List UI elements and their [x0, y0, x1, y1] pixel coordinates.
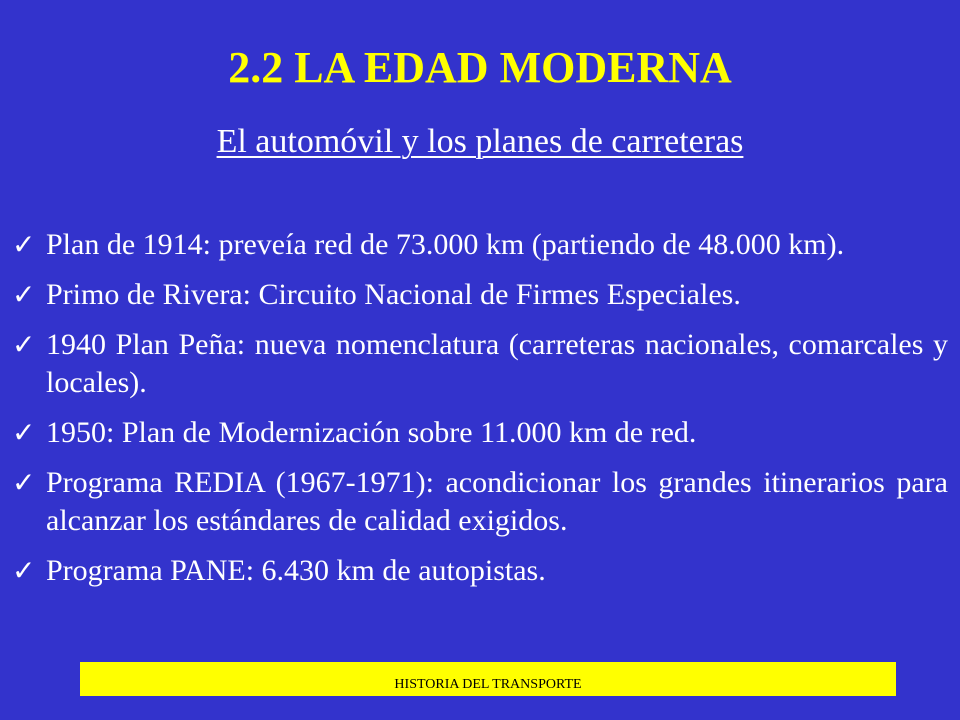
check-icon: ✓	[12, 416, 36, 449]
bullet-text: Programa REDIA (1967-1971): acondicionar los grandes itinerarios para alcanzar los estándares de calidad exigidos.	[46, 466, 948, 537]
check-icon: ✓	[12, 554, 36, 587]
slide-subtitle: El automóvil y los planes de carreteras	[216, 123, 744, 160]
bullet-item	[12, 276, 948, 314]
bullet-text: Primo de Rivera: Circuito Nacional de Firmes Especiales.	[46, 278, 741, 311]
bullet-item	[12, 464, 948, 540]
bullet-item	[12, 326, 948, 402]
check-icon: ✓	[12, 328, 36, 361]
footer-bar	[80, 662, 896, 696]
bullet-list	[0, 226, 960, 602]
check-icon: ✓	[12, 466, 36, 499]
slide-title: 2.2 LA EDAD MODERNA	[228, 43, 732, 92]
bullet-text: Plan de 1914: preveía red de 73.000 km (partiendo de 48.000 km).	[46, 228, 845, 261]
check-icon: ✓	[12, 228, 36, 261]
bullet-item	[12, 226, 948, 264]
bullet-text: 1950: Plan de Modernización sobre 11.000 km de red.	[46, 416, 697, 449]
footer-text: HISTORIA DEL TRANSPORTE	[394, 677, 582, 692]
bullet-item	[12, 414, 948, 452]
bullet-text: 1940 Plan Peña: nueva nomenclatura (carreteras nacionales, comarcales y locales).	[46, 328, 948, 399]
bullet-item	[12, 552, 948, 590]
check-icon: ✓	[12, 278, 36, 311]
bullet-text: Programa PANE: 6.430 km de autopistas.	[46, 554, 546, 587]
